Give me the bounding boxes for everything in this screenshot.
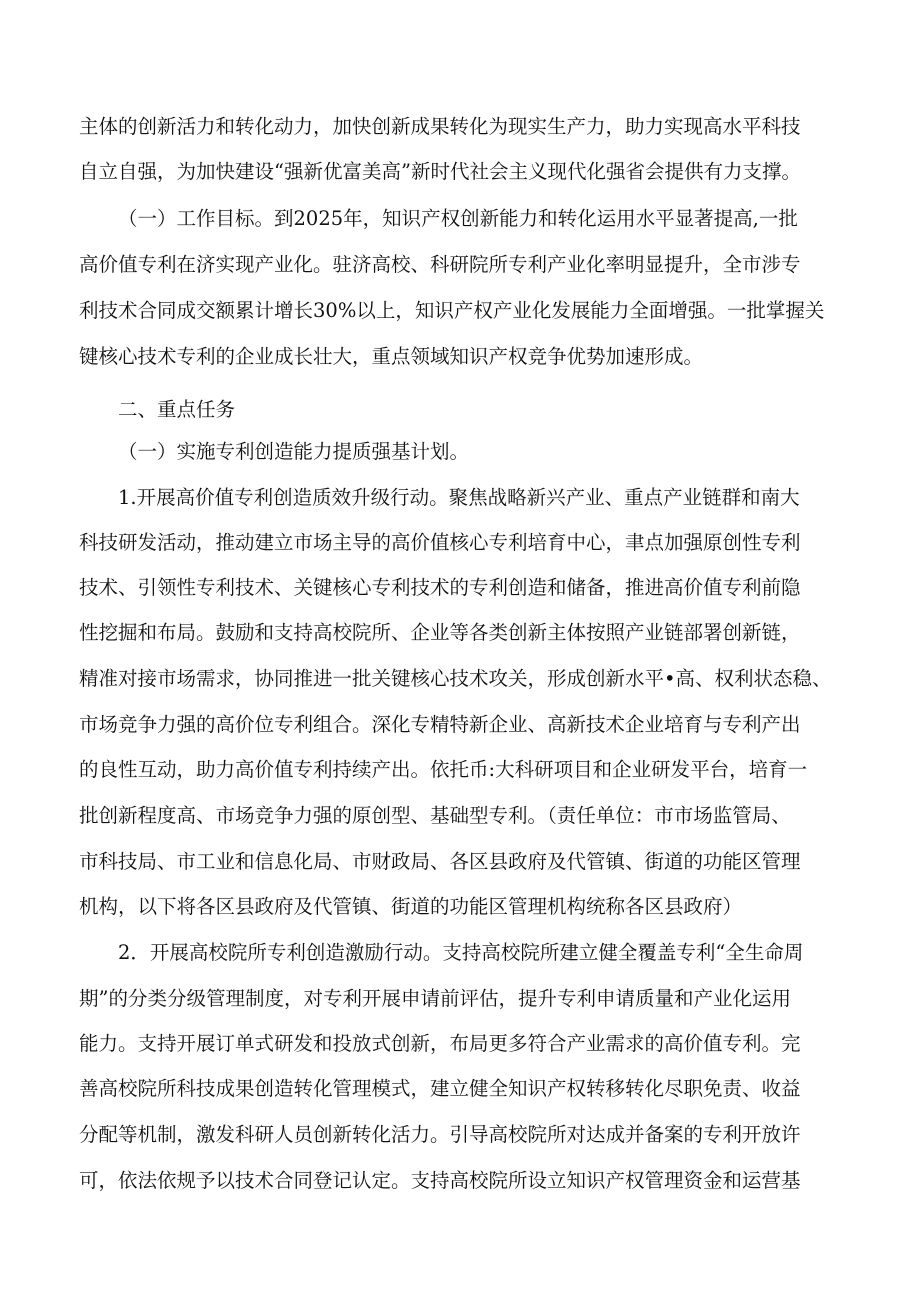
section-heading: 二、重点任务 [118,398,236,421]
text-line: 科技研发活动，推动建立市场主导的高价值核心专利培育中心，聿点加强原创性专利 [79,531,801,554]
text-line: 高价值专利在济实现产业化。驻济高校、科研院所专利产业化率明显提升，全市涉专 [79,253,801,276]
text-line: 性挖掘和布局。鼓励和支持高校院所、企业等各类创新主体按照产业链部署创新链， [79,621,801,644]
text-line: 期”的分类分级管理制度，对专利开展申请前评估，提升专利申请质量和产业化运用 [79,987,791,1010]
text-line: 的良性互动，助力高价值专利持续产出。依托币:大科研项目和企业研发平台，培育一 [79,758,808,781]
text-line: 可，依法依规予以技术合同登记认定。支持高校院所设立知识产权管理资金和运营基 [79,1169,801,1192]
text-line: 批创新程度高、市场竞争力强的原创型、基础型专利。（责任单位：市市场监管局、 [79,804,791,827]
text-line: 市场竞争力强的高价位专利组合。深化专精特新企业、高新技术企业培育与专利产出 [79,713,801,736]
text-line: 主体的创新活力和转化动力，加快创新成果转化为现实生产力，助力实现高水平科技 [79,115,801,138]
text-line: 善高校院所科技成果创造转化管理模式，建立健全知识产权转移转化尽职免责、收益 [79,1077,801,1100]
text-line: 分配等机制，激发科研人员创新转化活力。引导高校院所对达成并备案的专利开放许 [79,1123,801,1146]
paragraph-work-goal: （一）工作目标。到2025年，知识产权创新能力和转化运用水平显著提高,一批 [118,207,798,230]
text-line: 市科技局、市工业和信息化局、市财政局、各区县政府及代管镇、街道的功能区管理 [79,850,801,873]
text-line: 能力。支持开展订单式研发和投放式创新，布局更多符合产业需求的高价值专利。完 [79,1032,801,1055]
subsection-heading: （一）实施专利创造能力提质强基计划。 [118,440,470,463]
text-line: 机构，以下将各区县政府及代管镇、街道的功能区管理机构统称各区县政府） [79,895,743,918]
item-2-heading: 2．开展高校院所专利创造激励行动。支持高校院所建立健全覆盖专利“全生命周 [118,941,804,964]
text-line: 利技术合同成交额累计增长30%以上，知识产权产业化发展能力全面增强。一批掌握关 [79,299,825,322]
text-line: 精准对接市场需求，协同推进一批关键核心技术攻关，形成创新水平•高、权利状态稳、 [79,667,832,690]
item-1-heading: 1.开展高价值专利创造质效升级行动。聚焦战略新兴产业、重点产业链群和南大 [118,486,800,509]
text-line: 技术、引领性专利技术、关键核心专利技术的专利创造和储备，推进高价值专利前隐 [79,576,801,599]
text-line: 自立自强，为加快建设“强新优富美高”新时代社会主义现代化强省会提供有力支撑。 [79,160,801,183]
text-line: 键核心技术专利的企业成长壮大，重点领域知识产权竞争优势加速形成。 [79,345,704,368]
